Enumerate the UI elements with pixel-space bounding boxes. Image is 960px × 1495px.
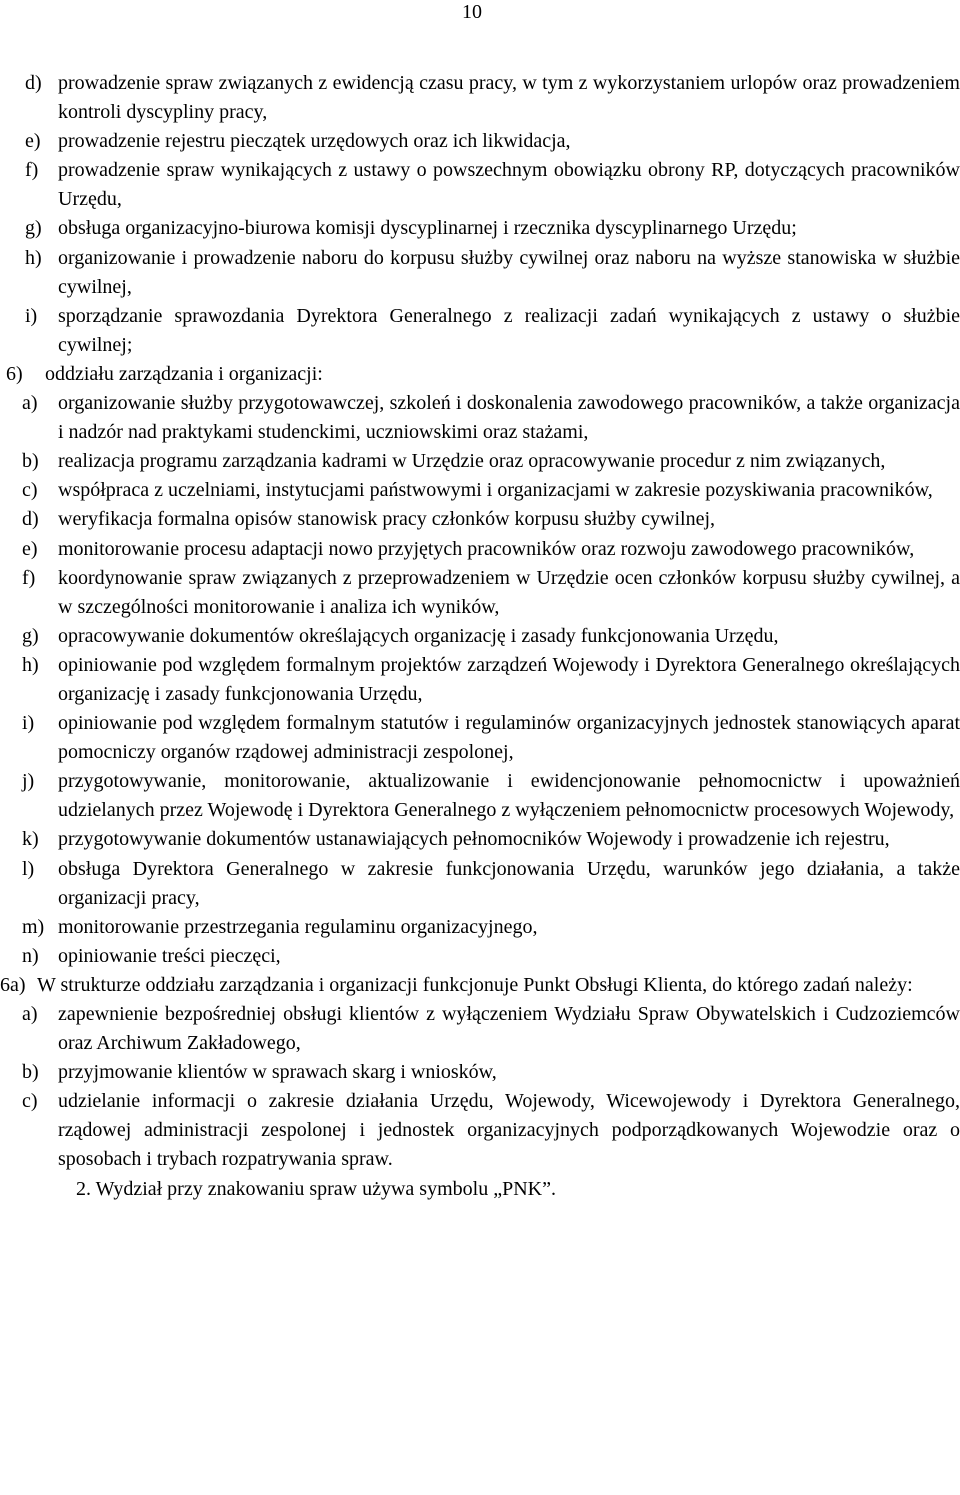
list-item [22, 767, 960, 825]
list-item-text: monitorowanie przestrzegania regulaminu organizacyjnego, [58, 915, 538, 938]
list-item-text: organizowanie i prowadzenie naboru do korpusu służby cywilnej oraz naboru na wyższe stanowiska w służbie cywilnej, [58, 246, 960, 298]
list-item-text: opracowywanie dokumentów określających organizację i zasady funkcjonowania Urzędu, [58, 624, 779, 647]
list-item [22, 447, 960, 476]
list-item [22, 505, 960, 534]
list-item [22, 476, 960, 505]
list-item-label: m) [22, 915, 45, 938]
list-item-text: prowadzenie spraw wynikających z ustawy o powszechnym obowiązku obrony RP, dotyczących pracowników Urzędu, [58, 159, 960, 211]
list-item-label: d) [22, 508, 39, 531]
list-item-label: f) [22, 566, 36, 589]
list-item-text: przygotowywanie, monitorowanie, aktualizowanie i ewidencjonowanie pełnomocnictw i upoważnień udzielanych przez Wojewodę i Dyrektora Generalnego z wyłączeniem pełnomocnictw procesowych Wojewody, [58, 770, 960, 822]
list-item [25, 69, 960, 127]
list-item [25, 127, 960, 156]
list-item-text: realizacja programu zarządzania kadrami w Urzędzie oraz opracowywanie procedur z nim związanych, [58, 450, 886, 473]
list-item [22, 389, 960, 447]
list-item [25, 244, 960, 302]
list-item-label: i) [25, 304, 38, 327]
list-item-text: współpraca z uczelniami, instytucjami państwowymi i organizacjami w zakresie pozyskiwania pracowników, [58, 479, 933, 502]
list-item-text: opiniowanie treści pieczęci, [58, 944, 281, 967]
list-item-text: prowadzenie rejestru pieczątek urzędowych oraz ich likwidacja, [58, 130, 571, 153]
list-item-text: weryfikacja formalna opisów stanowisk pracy członków korpusu służby cywilnej, [58, 508, 716, 531]
list-item [22, 913, 960, 942]
list-item-label: c) [22, 479, 38, 502]
list-item-text: obsługa organizacyjno-biurowa komisji dyscyplinarnej i rzecznika dyscyplinarnego Urzędu; [58, 217, 797, 240]
list-item [22, 564, 960, 622]
list-item-label: a) [22, 392, 38, 415]
list-item-label: l) [22, 857, 35, 880]
list-item-text: monitorowanie procesu adaptacji nowo przyjętych pracowników oraz rozwoju zawodowego pracowników, [58, 537, 915, 560]
list-item [22, 651, 960, 709]
section-6-heading [6, 360, 960, 389]
list-item-text: przygotowywanie dokumentów ustanawiających pełnomocników Wojewody i prowadzenie ich rejestru, [58, 828, 890, 851]
list-item-label: k) [22, 828, 39, 851]
section-6-list [0, 389, 960, 971]
section-6a-text: W strukturze oddziału zarządzania i organizacji funkcjonuje Punkt Obsługi Klienta, do którego zadań należy: [37, 973, 913, 996]
list-item-text: udzielanie informacji o zakresie działania Urzędu, Wojewody, Wicewojewody i Dyrektora Generalnego, rządowej administracji zespolonej i jednostek organizacyjnych podporządkowanych Wojewodzie oraz o sposobach i trybach rozpatrywania spraw. [58, 1090, 960, 1171]
list-item-label: a) [22, 1003, 38, 1025]
list-item-label: h) [25, 246, 42, 269]
list-item [22, 1058, 960, 1087]
list-item-label: j) [22, 770, 35, 793]
list-item-label: d) [25, 72, 42, 94]
section-6a-label: 6a) [0, 973, 26, 996]
list-item-label: b) [22, 1061, 39, 1084]
list-item [22, 1087, 960, 1174]
list-item [22, 942, 960, 971]
list-item [22, 825, 960, 854]
list-item-text: organizowanie służby przygotowawczej, szkoleń i doskonalenia zawodowego pracowników, a także organizacja i nadzór nad praktykami studenckimi, uczniowskimi oraz stażami, [58, 392, 960, 444]
closing-paragraph: 2. Wydział przy znakowaniu spraw używa symbolu „PNK”. [76, 1177, 556, 1200]
list-item-text: prowadzenie spraw związanych z ewidencją czasu pracy, w tym z wykorzystaniem urlopów oraz prowadzeniem kontroli dyscypliny pracy, [58, 72, 960, 124]
list-item [25, 302, 960, 360]
list-item-label: n) [22, 944, 39, 967]
list-item-text: obsługa Dyrektora Generalnego w zakresie funkcjonowania Urzędu, warunków jego działania, a także organizacji pracy, [58, 857, 960, 909]
list-item-label: g) [22, 624, 39, 647]
section-6a-list [0, 1000, 960, 1175]
list-before [0, 69, 960, 360]
list-item-text: opiniowanie pod względem formalnym projektów zarządzeń Wojewody i Dyrektora Generalnego określających organizację i zasady funkcjonowania Urzędu, [58, 653, 960, 705]
document-body [0, 69, 960, 1204]
list-item-text: koordynowanie spraw związanych z przeprowadzeniem w Urzędzie ocen członków korpusu służby cywilnej, a w szczególności monitorowanie i analiza ich wyników, [58, 566, 960, 618]
list-item-label: e) [22, 537, 38, 560]
section-6-title: oddziału zarządzania i organizacji: [45, 362, 323, 385]
list-item-text: zapewnienie bezpośredniej obsługi klientów z wyłączeniem Wydziału Spraw Obywatelskich i Cudzoziemców oraz Archiwum Zakładowego, [58, 1003, 960, 1055]
list-item-text: przyjmowanie klientów w sprawach skarg i wniosków, [58, 1061, 497, 1084]
list-item [22, 1000, 960, 1058]
list-item-label: f) [25, 159, 39, 182]
list-item-label: i) [22, 712, 35, 735]
list-item-label: h) [22, 653, 39, 676]
list-item [22, 535, 960, 564]
page-number: 10 [462, 1, 482, 23]
section-6-label: 6) [6, 362, 23, 385]
list-item [22, 709, 960, 767]
section-6a-paragraph [0, 971, 960, 1000]
list-item-label: g) [25, 217, 42, 240]
list-item [22, 622, 960, 651]
list-item-text: opiniowanie pod względem formalnym statutów i regulaminów organizacyjnych jednostek stanowiących aparat pomocniczy organów rządowej administracji zespolonej, [58, 712, 960, 764]
list-item-label: c) [22, 1090, 38, 1113]
list-item-text: sporządzanie sprawozdania Dyrektora Generalnego z realizacji zadań wynikających z ustawy o służbie cywilnej; [58, 304, 960, 356]
list-item [25, 214, 960, 243]
list-item [22, 855, 960, 913]
list-item-label: b) [22, 450, 39, 473]
list-item [25, 156, 960, 214]
list-item-label: e) [25, 130, 41, 153]
